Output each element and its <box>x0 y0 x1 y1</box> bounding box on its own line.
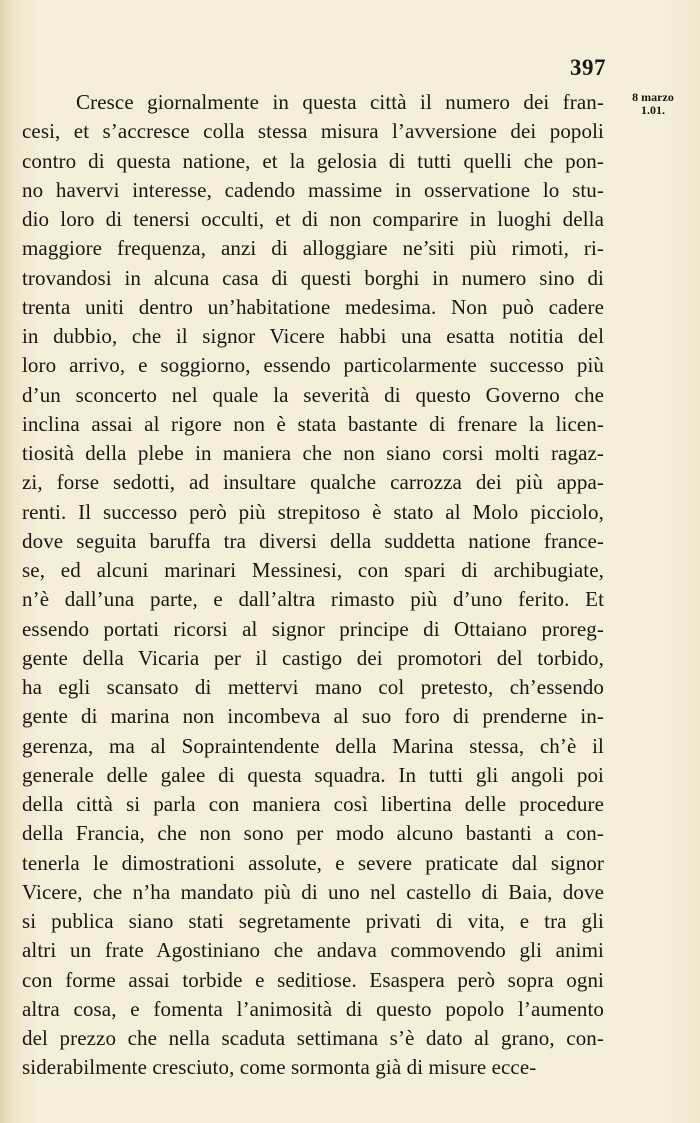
text-line: ha egli scansato di mettervi mano col pretesto, ch’essendo <box>22 675 604 699</box>
text-line: loro arrivo, e soggiorno, essendo particolarmente successo più <box>22 353 604 378</box>
text-line: siderabilmente cresciuto, come sormonta già di misure ecce- <box>22 1055 537 1080</box>
text-line: gente della Vicaria per il castigo dei promotori del torbido, <box>22 645 604 670</box>
text-line: gerenza, ma al Sopraintendente della Marina stessa, ch’è il <box>22 733 604 758</box>
text-line: n’è dall’una parte, e dall’altra rimasto più d’uno ferito. Et <box>22 587 604 612</box>
text-line: renti. Il successo però più strepitoso è stato al Molo picciolo, <box>22 499 604 524</box>
text-line: tiosità della plebe in maniera che non siano corsi molti ragaz- <box>22 441 604 465</box>
text-line: Vicere, che n’ha mandato più di uno nel castello di Baia, dove <box>22 879 604 904</box>
body-text <box>22 88 604 1083</box>
text-line: in dubbio, che il signor Vicere habbi una esatta notitia del <box>22 324 604 348</box>
text-line: gente di marina non incombeva al suo foro di prenderne in- <box>22 704 604 729</box>
text-line: trovandosi in alcuna casa di questi borghi in numero sino di <box>22 265 604 290</box>
text-line: cesi, et s’accresce colla stessa misura l’avversione dei popoli <box>22 119 604 144</box>
text-line: generale delle galee di questa squadra. In tutti gli angoli poi <box>22 762 604 787</box>
text-line: contro di questa natione, et la gelosia di tutti quelli che pon- <box>22 148 604 173</box>
text-line: altra cosa, e fomenta l’animosità di questo popolo l’aumento <box>22 996 604 1021</box>
margin-note-year: 1.01. <box>641 103 665 117</box>
text-line: della Francia, che non sono per modo alcuno bastanti a con- <box>22 821 604 846</box>
text-line: altri un frate Agostiniano che andava commovendo gli animi <box>22 938 604 963</box>
text-line: si publica siano stati segretamente privati di vita, e tra gli <box>22 909 604 933</box>
text-line: Cresce giornalmente in questa città il numero dei fran- <box>76 90 604 114</box>
text-line: d’un sconcerto nel quale la severità di questo Governo che <box>22 382 604 407</box>
text-line: della città si parla con maniera così libertina delle procedure <box>22 792 604 816</box>
text-line: no havervi interesse, cadendo massime in osservatione lo stu- <box>22 177 604 202</box>
page-number: 397 <box>570 55 606 80</box>
margin-date-note <box>620 91 686 117</box>
text-line: inclina assai al rigore non è stata bastante di frenare la licen- <box>22 411 604 436</box>
text-line: dio loro di tenersi occulti, et di non comparire in luoghi della <box>22 207 604 231</box>
text-line: del prezzo che nella scaduta settimana s’è dato al grano, con- <box>22 1026 604 1050</box>
text-line: essendo portati ricorsi al signor principe di Ottaiano proreg- <box>22 616 604 641</box>
text-line: tenerla le dimostrationi assolute, e severe praticate dal signor <box>22 850 604 875</box>
text-line: zi, forse sedotti, ad insultare qualche carrozza dei più appa- <box>22 470 604 495</box>
text-line: con forme assai torbide e seditiose. Esaspera però sopra ogni <box>22 967 604 992</box>
margin-note-date: 8 marzo <box>632 90 674 104</box>
text-line: maggiore frequenza, anzi di alloggiare ne’siti più rimoti, ri- <box>22 236 604 261</box>
text-line: dove seguita baruffa tra diversi della suddetta natione france- <box>22 528 604 553</box>
text-line: trenta uniti dentro un’habitatione medesima. Non può cadere <box>22 294 604 319</box>
text-line: se, ed alcuni marinari Messinesi, con spari di archibugiate, <box>22 558 604 582</box>
